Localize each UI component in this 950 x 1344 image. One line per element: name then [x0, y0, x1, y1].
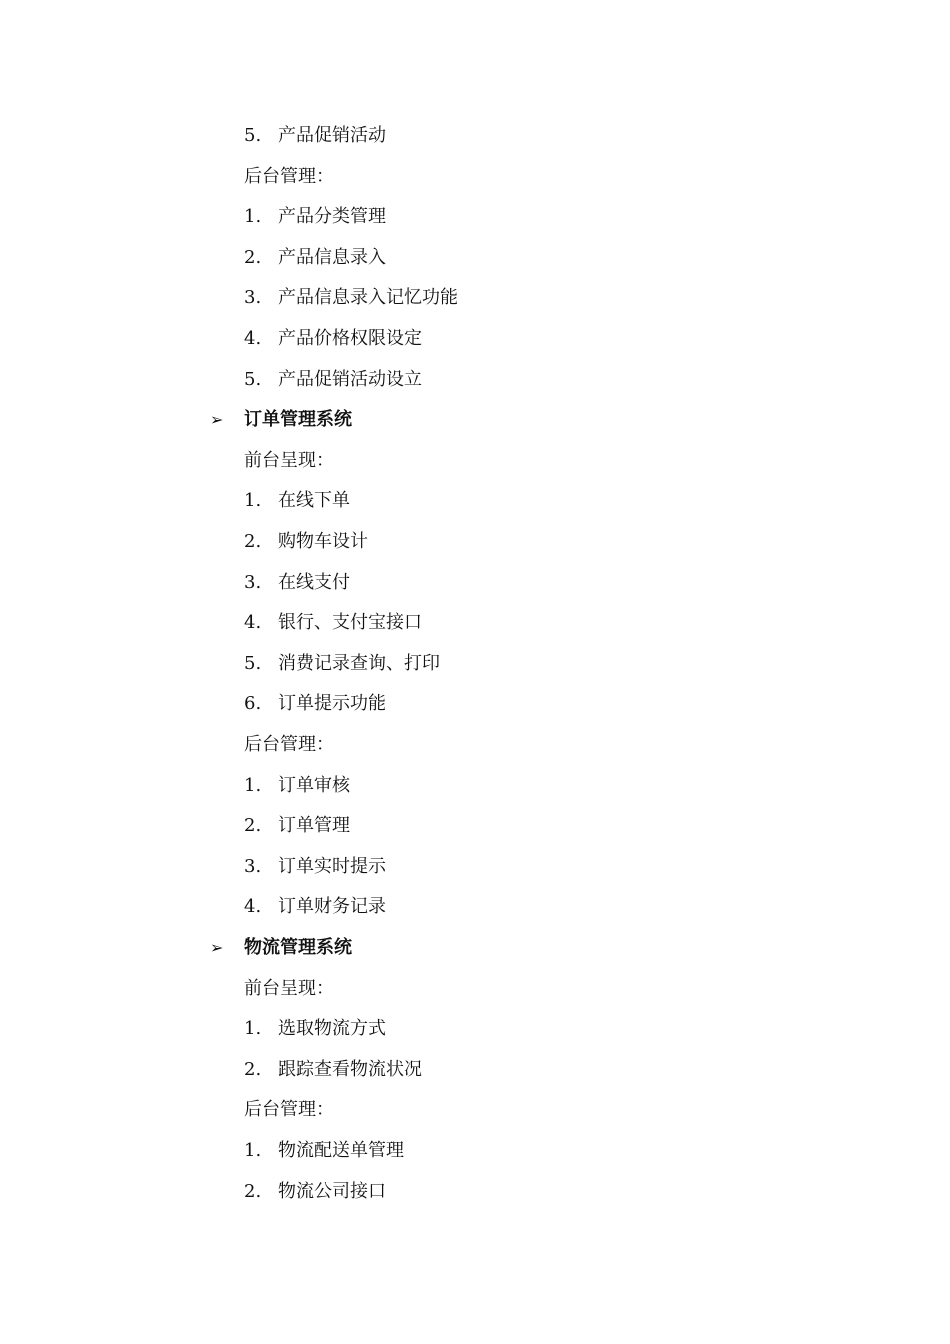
list-item-number: 1.	[244, 1018, 262, 1040]
list-item-text: 产品促销活动	[278, 125, 386, 146]
list-item-text: 物流配送单管理	[278, 1140, 404, 1161]
list-item-number: 2.	[244, 246, 262, 268]
list-item-text: 跟踪查看物流状况	[278, 1058, 422, 1080]
list-item-number: 1.	[244, 774, 262, 796]
list-item-number: 5.	[244, 368, 262, 390]
list-item-number: 6.	[244, 693, 262, 715]
list-item-text: 在线下单	[278, 490, 350, 512]
list-item-text: 订单管理	[278, 815, 350, 837]
list-item-text: 订单提示功能	[278, 693, 386, 715]
section-label-text: 后台管理：	[244, 734, 334, 755]
list-item-number: 3.	[244, 287, 262, 309]
list-item-number: 4.	[244, 612, 262, 634]
section-heading-text: 物流管理系统	[244, 937, 352, 958]
list-item-text: 产品分类管理	[278, 206, 386, 228]
list-item-number: 4.	[244, 896, 262, 918]
list-item-text: 在线支付	[278, 571, 350, 593]
list-item-text: 选取物流方式	[278, 1018, 386, 1040]
list-item-number: 2.	[244, 815, 262, 837]
list-item-number: 3.	[244, 571, 262, 593]
list-item-text: 订单实时提示	[278, 855, 386, 877]
list-item-text: 订单审核	[278, 774, 350, 796]
section-label-text: 后台管理：	[244, 1099, 334, 1121]
section-label-text: 前台呈现：	[244, 977, 334, 999]
list-item-text: 购物车设计	[278, 531, 368, 552]
list-item-number: 3.	[244, 855, 262, 877]
list-item-text: 物流公司接口	[278, 1180, 386, 1202]
list-item-text: 产品信息录入记忆功能	[278, 287, 458, 309]
list-item-number: 2.	[244, 1180, 262, 1202]
list-item-number: 5.	[244, 652, 262, 674]
list-item-number: 1.	[244, 206, 262, 228]
list-item-text: 产品信息录入	[278, 246, 386, 268]
list-item-number: 1.	[244, 490, 262, 512]
section-heading-text: 订单管理系统	[244, 409, 352, 431]
list-item-number: 5.	[244, 125, 262, 146]
section-label-text: 后台管理：	[244, 165, 334, 187]
arrow-bullet-icon: ➢	[210, 938, 224, 957]
list-item-text: 消费记录查询、打印	[278, 652, 440, 674]
list-item-text: 产品促销活动设立	[278, 368, 422, 390]
list-item-number: 4.	[244, 328, 262, 349]
list-item-text: 银行、支付宝接口	[278, 612, 422, 634]
list-item-number: 2.	[244, 531, 262, 552]
list-item-number: 2.	[244, 1058, 262, 1080]
list-item-text: 产品价格权限设定	[278, 328, 422, 349]
list-item-text: 订单财务记录	[278, 896, 386, 918]
arrow-bullet-icon: ➢	[210, 410, 224, 430]
section-label-text: 前台呈现：	[244, 449, 334, 471]
list-item-number: 1.	[244, 1140, 262, 1161]
